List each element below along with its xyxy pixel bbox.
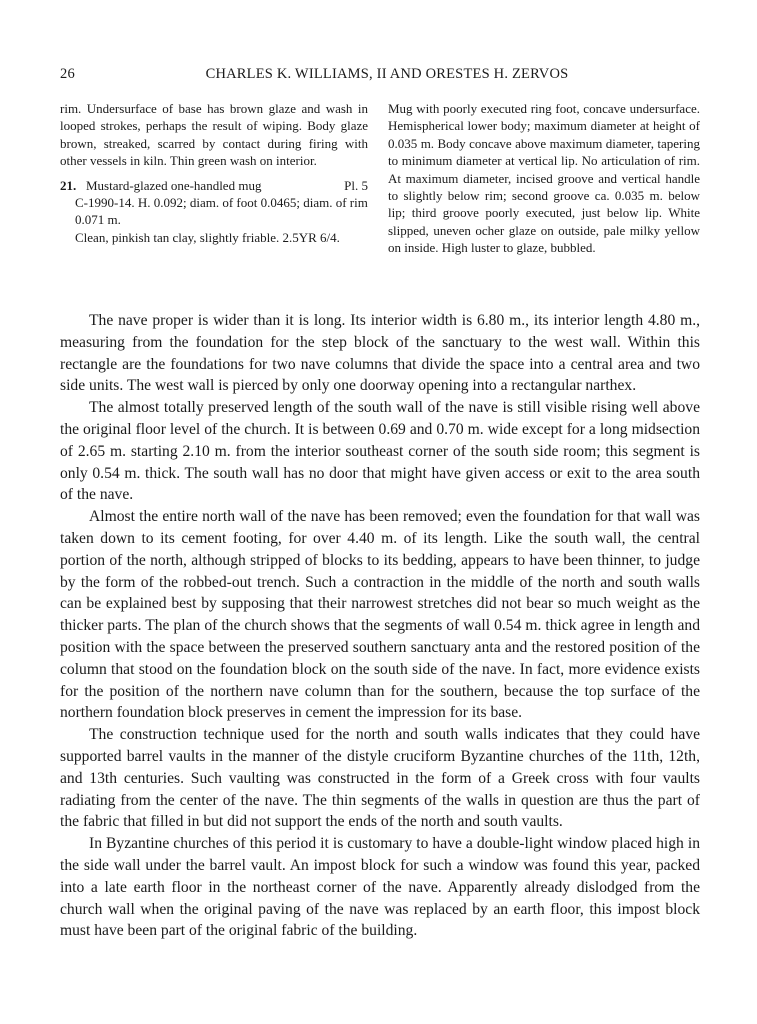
body-paragraph: The construction technique used for the north and south walls indicates that they could have supported barrel vaults in the manner of the distyle cruciform Byzantine churches of the 11th, 12th, and 13th centuries. Such vaulting was constructed in the form of a Greek cross with four vaults radiating from the center of the nave. The thin segments of the walls in question are thus the part of the fabric that filled in but did not support the ends of the north and south vaults. [60,726,700,831]
page-header [60,66,700,86]
body-text [60,310,700,942]
entry-number: 21. [60,177,77,193]
body-paragraph: Almost the entire north wall of the nave has been removed; even the foundation for that wall was taken down to its cement footing, for over 4.40 m. of its length. Like the south wall, the central portion of the north, although stripped of blocks to its bedding, appears to have been thinner, to judge by the form of the robbed-out trench. Such a contraction in the middle of the north and south walls can be explained best by supposing that their narrowest stretches did not bear so much weight as the thicker parts. The plan of the church shows that the segments of wall 0.54 m. thick agree in length and position with the space between the preserved southern sanctuary anta and the restored position of the column that stood on the foundation block on the south side of the nave. In fact, more evidence exists for the position of the northern nave column than for the southern, because the top surface of the northern foundation block preserves in cement the impression for its base. [60,508,700,722]
running-head: CHARLES K. WILLIAMS, II AND ORESTES H. ZERVOS [205,66,569,82]
catalog-left-column [60,100,368,246]
entry-description: Mug with poorly executed ring foot, concave undersurface. Hemispherical lower body; maximum diameter at height of 0.035 m. Body concave above maximum diameter, tapering to minimum diameter at vertical lip. No articulation of rim. At maximum diameter, incised groove and vertical handle to slightly below rim; second groove ca. 0.035 m. below lip; third groove poorly executed, just below lip. White slipped, uneven ocher glaze on outside, pale milky yellow on inside. High luster to glaze, bubbled. [388,101,700,256]
entry-inventory: C-1990-14. H. 0.092; diam. of foot 0.0465; diam. of rim 0.071 m. [75,195,368,228]
body-paragraph: In Byzantine churches of this period it is customary to have a double-light window placed high in the side wall under the barrel vault. An impost block for such a window was found this year, packed into a late earth floor in the northeast corner of the nave. Apparently already dislodged from the church wall when the original paving of the nave was replaced by an earth floor, this impost block must have been part of the original fabric of the building. [60,835,700,940]
catalog-entry [60,177,368,194]
entry-details [60,194,368,246]
body-paragraph: The nave proper is wider than it is long. Its interior width is 6.80 m., its interior length 4.80 m., measuring from the foundation for the step block of the sanctuary to the west wall. Within this rectangle are the foundations for two nave columns that divide the space into a central area and two side units. The west wall is pierced by only one doorway opening into a rectangular narthex. [60,312,700,395]
catalog-right-column [388,100,700,257]
body-paragraph: The almost totally preserved length of the south wall of the nave is still visible rising well above the original floor level of the church. It is between 0.69 and 0.70 m. wide except for a long midsection of 2.65 m. starting 2.10 m. from the interior southeast corner of the south side room; this segment is only 0.54 m. thick. The south wall has no door that might have given access or exit to the area south of the nave. [60,399,700,504]
page-number: 26 [60,66,75,82]
entry-title: Mustard-glazed one-handled mug [86,177,262,193]
catalog-continuation: rim. Undersurface of base has brown glaze and wash in looped strokes, perhaps the result of wiping. Body glaze brown, streaked, scarred by contact during firing with other vessels in kiln. Thin green wash on interior. [60,101,368,169]
entry-clay: Clean, pinkish tan clay, slightly friable. 2.5YR 6/4. [75,229,340,245]
entry-plate: Pl. 5 [344,177,368,193]
